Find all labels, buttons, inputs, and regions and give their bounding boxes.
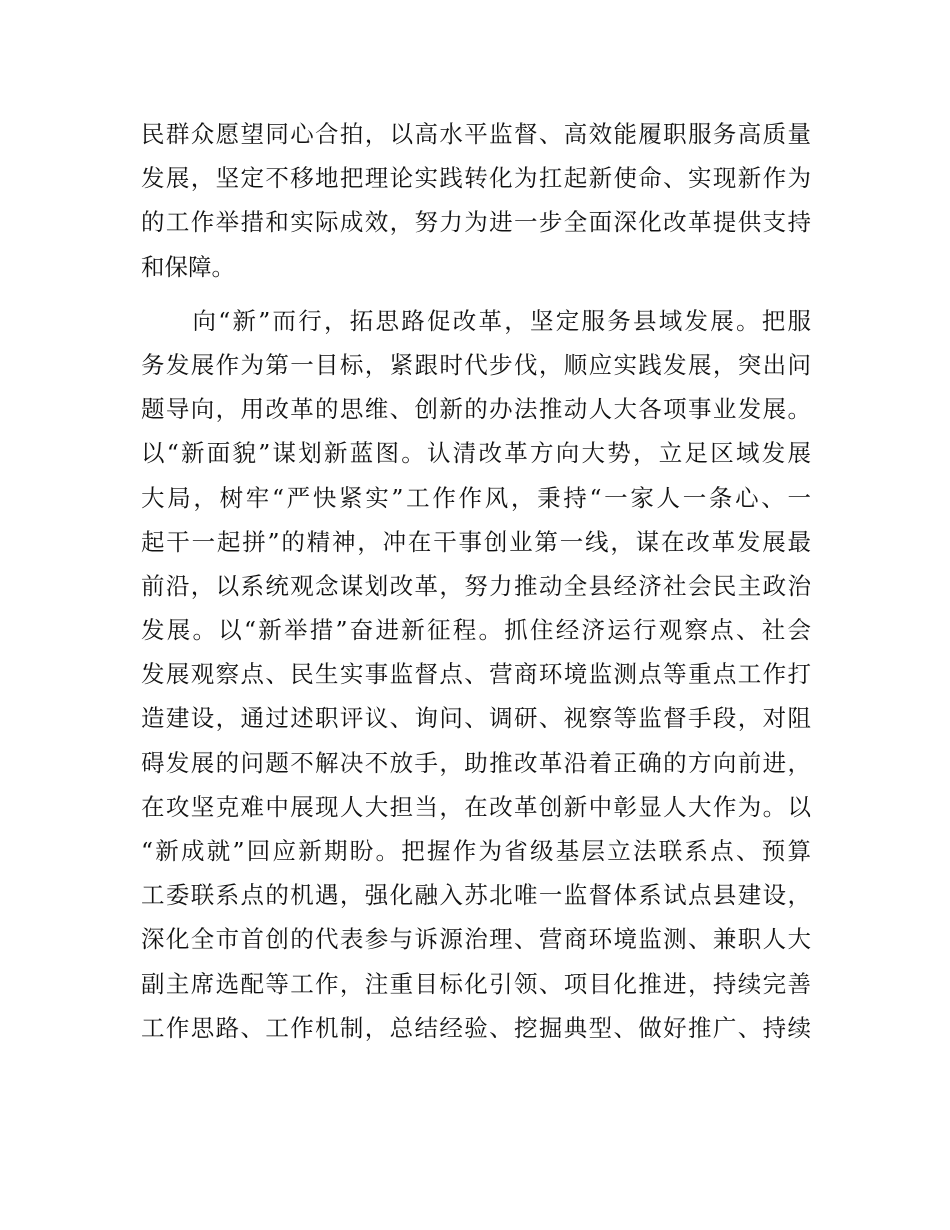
text-line: 向“新”而行，拓思路促改革，坚定服务县域发展。把服: [141, 306, 811, 335]
text-line: 题导向，用改革的思维、创新的办法推动人大各项事业发展。: [141, 395, 811, 424]
text-line: 前沿，以系统观念谋划改革，努力推动全县经济社会民主政治: [141, 571, 811, 600]
text-line: 工作思路、工作机制，总结经验、挖掘典型、做好推广、持续: [141, 1013, 811, 1042]
text-line: 民群众愿望同心合拍，以高水平监督、高效能履职服务高质量: [141, 120, 811, 148]
text-line: 务发展作为第一目标，紧跟时代步伐，顺应实践发展，突出问: [141, 350, 811, 379]
text-line: 副主席选配等工作，注重目标化引领、项目化推进，持续完善: [141, 969, 811, 998]
paragraph-2: [141, 299, 811, 1050]
text-line: 大局，树牢“严快紧实”工作作风，秉持“一家人一条心、一: [141, 483, 811, 512]
text-line: 起干一起拼”的精神，冲在干事创业第一线，谋在改革发展最: [141, 527, 811, 556]
text-line: 和保障。: [141, 252, 235, 281]
text-line: 的工作举措和实际成效，努力为进一步全面深化改革提供支持: [141, 208, 811, 237]
text-line: 深化全市首创的代表参与诉源治理、营商环境监测、兼职人大: [141, 925, 811, 954]
text-line: 在攻坚克难中展现人大担当，在改革创新中彰显人大作为。以: [141, 792, 811, 821]
text-line: “新成就”回应新期盼。把握作为省级基层立法联系点、预算: [141, 837, 811, 865]
text-line: 造建设，通过述职评议、询问、调研、视察等监督手段，对阻: [141, 704, 811, 733]
text-line: 发展，坚定不移地把理论实践转化为扛起新使命、实现新作为: [141, 164, 811, 193]
paragraph-spacer: [141, 289, 811, 299]
text-line: 工委联系点的机遇，强化融入苏北唯一监督体系试点县建设，: [141, 881, 811, 910]
text-line: 碍发展的问题不解决不放手，助推改革沿着正确的方向前进，: [141, 748, 811, 777]
text-line: 发展观察点、民生实事监督点、营商环境监测点等重点工作打: [141, 660, 811, 689]
paragraph-1: [141, 112, 811, 289]
text-line: 发展。以“新举措”奋进新征程。抓住经济运行观察点、社会: [141, 616, 811, 645]
document-body: [141, 112, 811, 1050]
text-line: 以“新面貌”谋划新蓝图。认清改革方向大势，立足区域发展: [141, 439, 811, 468]
